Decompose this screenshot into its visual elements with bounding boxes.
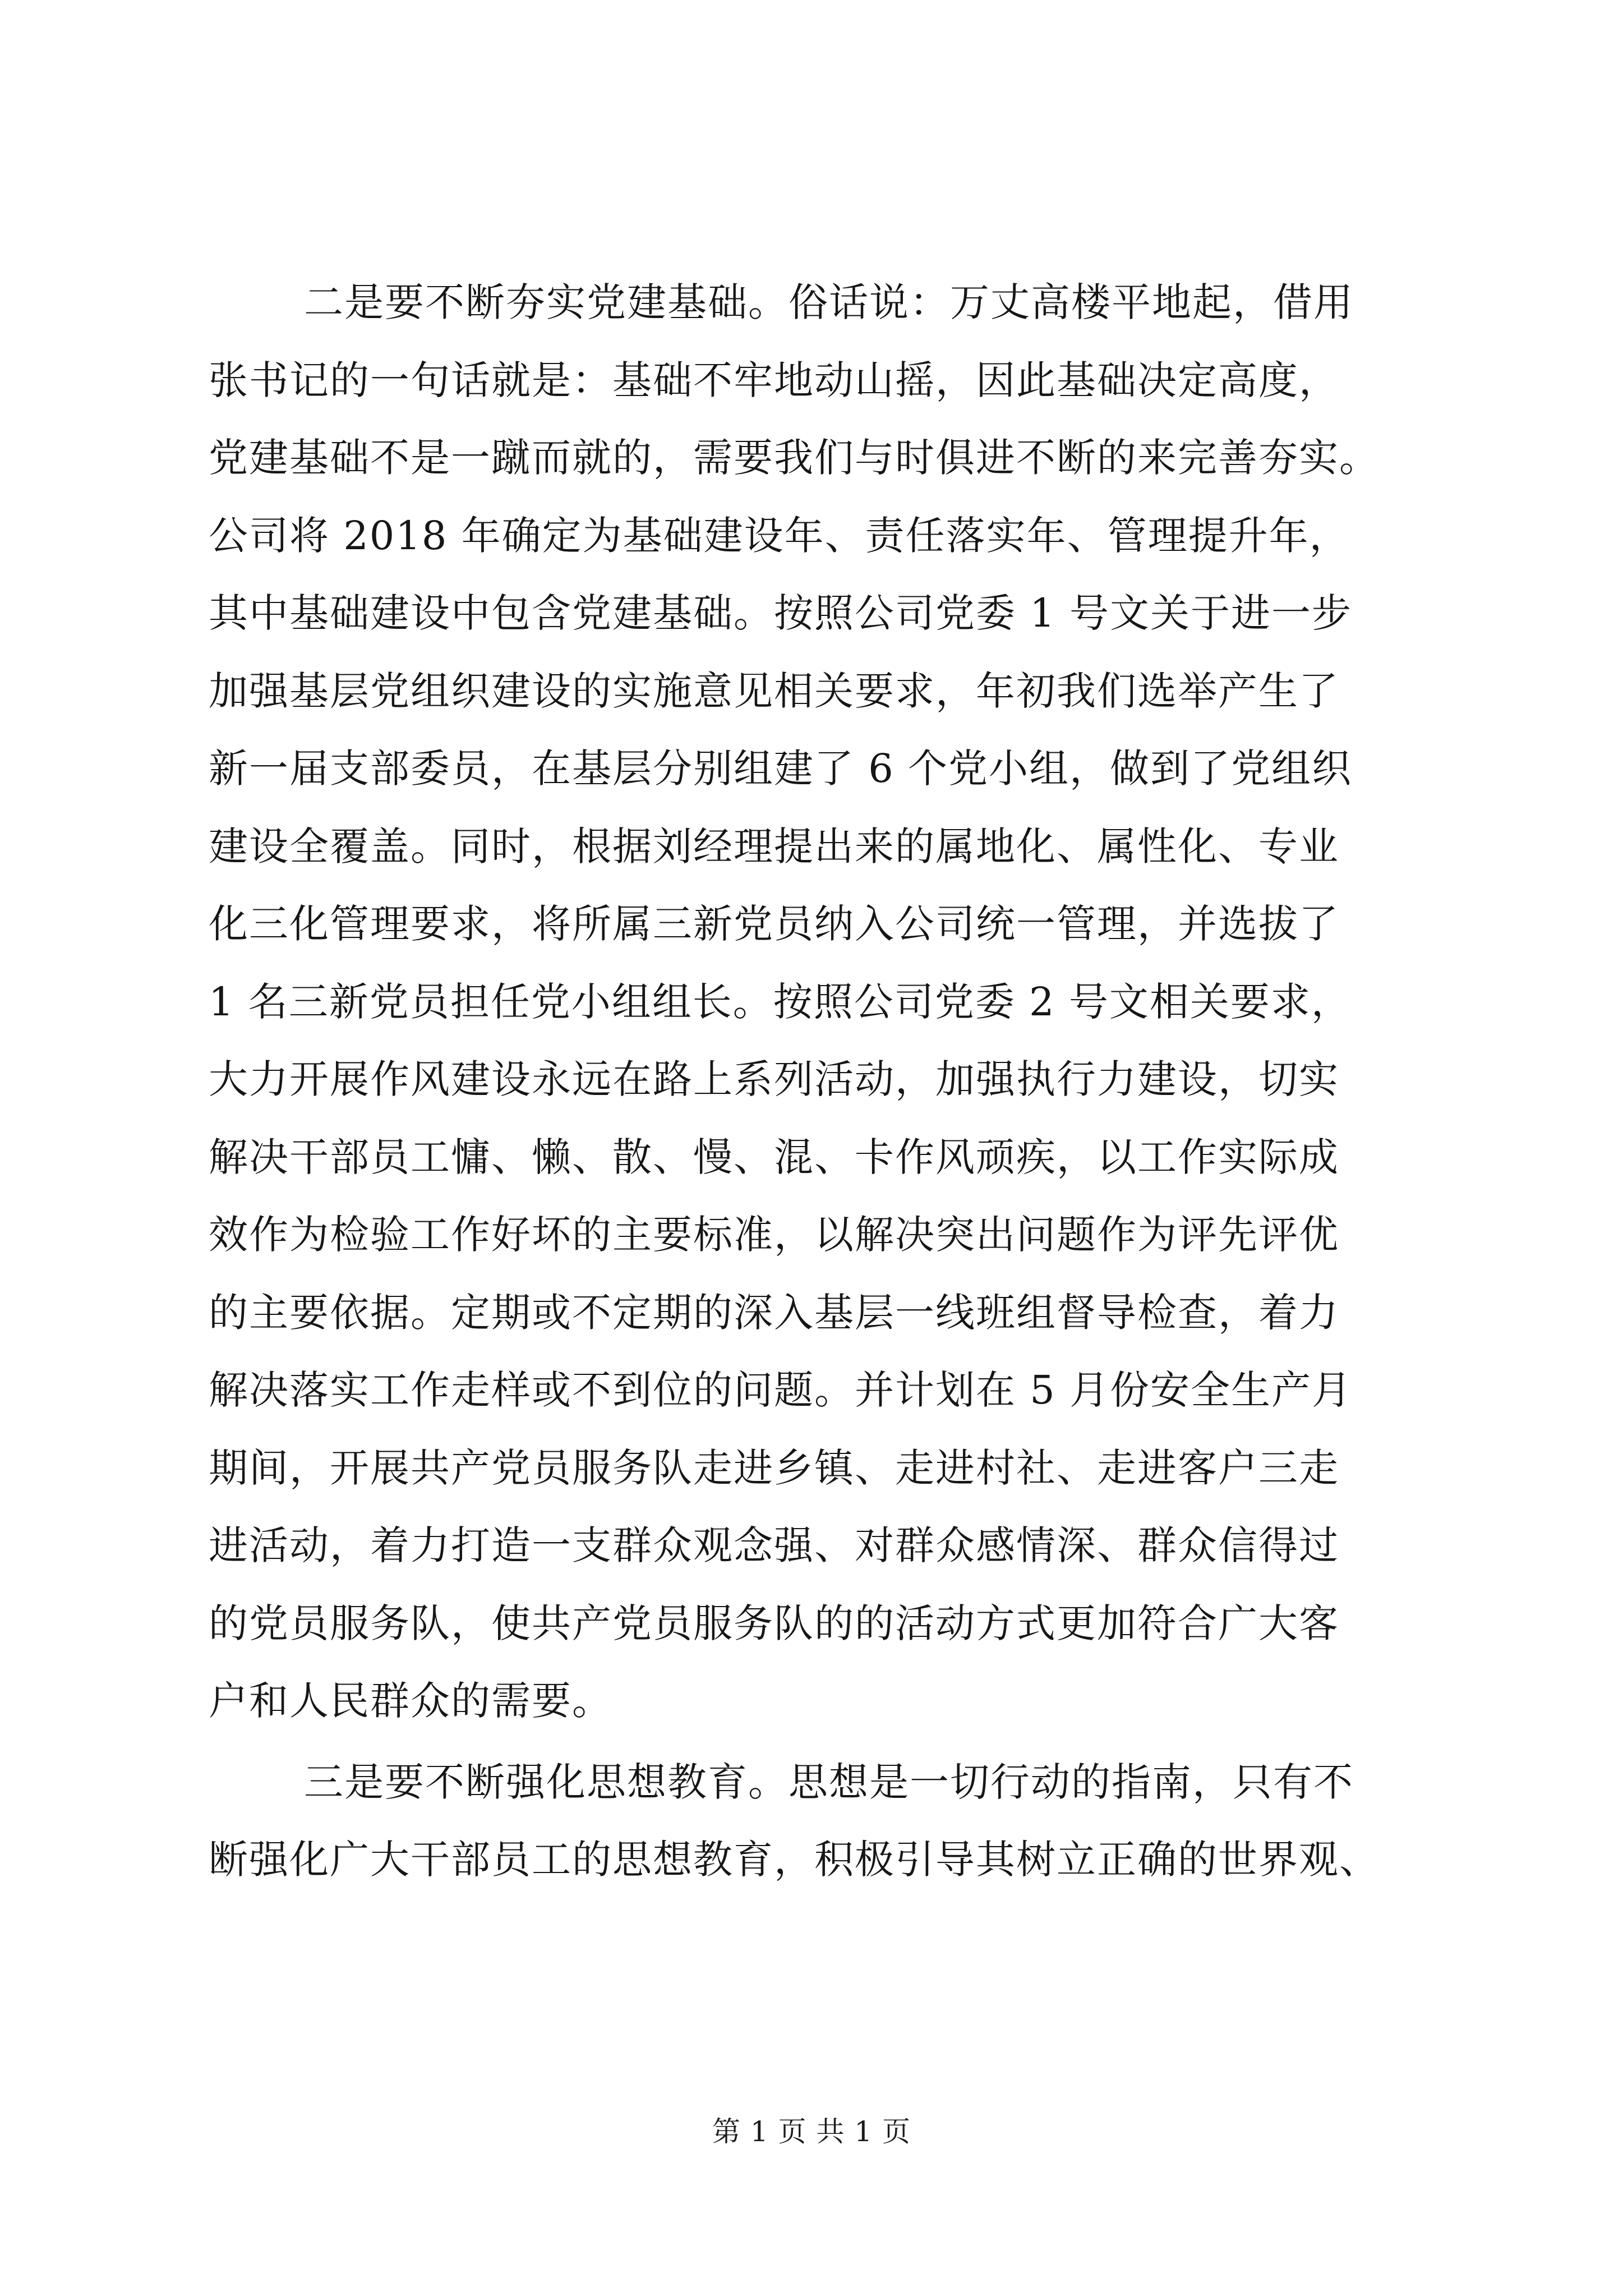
text-line: 期间，开展共产党员服务队走进乡镇、走进村社、走进客户三走 bbox=[209, 1444, 1339, 1491]
text-line: 断强化广大干部员工的思想教育，积极引导其树立正确的世界观、 bbox=[209, 1837, 1380, 1883]
text-line: 公司将 2018 年确定为基础建设年、责任落实年、管理提升年， bbox=[209, 512, 1350, 559]
text-line: 新一届支部委员，在基层分别组建了 6 个党小组，做到了党组织 bbox=[209, 746, 1353, 792]
paragraph-1 bbox=[209, 264, 1420, 1740]
text-line: 化三化管理要求，将所属三新党员纳入公司统一管理，并选拔了 bbox=[209, 901, 1339, 947]
text-line: 户和人民群众的需要。 bbox=[209, 1678, 612, 1724]
text-line: 进活动，着力打造一支群众观念强、对群众感情深、群众信得过 bbox=[209, 1522, 1339, 1568]
page-number-footer: 第 1 页 共 1 页 bbox=[712, 2115, 911, 2148]
text-line: 大力开展作风建设永远在路上系列活动，加强执行力建设，切实 bbox=[209, 1056, 1339, 1102]
text-line: 建设全覆盖。同时，根据刘经理提出来的属地化、属性化、专业 bbox=[209, 823, 1339, 869]
text-line: 的党员服务队，使共产党员服务队的的活动方式更加符合广大客 bbox=[209, 1600, 1339, 1646]
text-line: 加强基层党组织建设的实施意见相关要求，年初我们选举产生了 bbox=[209, 668, 1339, 714]
text-line: 解决落实工作走样或不到位的问题。并计划在 5 月份安全生产月 bbox=[209, 1367, 1353, 1413]
document-body bbox=[209, 264, 1420, 1899]
text-line: 二是要不断夯实党建基础。俗话说：万丈高楼平地起，借用 bbox=[304, 279, 1354, 325]
text-line: 1 名三新党员担任党小组组长。按照公司党委 2 号文相关要求， bbox=[209, 978, 1352, 1025]
text-line: 解决干部员工慵、懒、散、慢、混、卡作风顽疾，以工作实际成 bbox=[209, 1134, 1339, 1180]
text-line: 效作为检验工作好坏的主要标准，以解决突出问题作为评先评优 bbox=[209, 1212, 1339, 1258]
paragraph-2 bbox=[209, 1743, 1420, 1899]
text-line: 三是要不断强化思想教育。思想是一切行动的指南，只有不 bbox=[304, 1759, 1354, 1805]
text-line: 张书记的一句话就是：基础不牢地动山摇，因此基础决定高度， bbox=[209, 357, 1339, 403]
text-line: 其中基础建设中包含党建基础。按照公司党委 1 号文关于进一步 bbox=[209, 590, 1353, 636]
text-line: 党建基础不是一蹴而就的，需要我们与时俱进不断的来完善夯实。 bbox=[209, 435, 1380, 481]
text-line: 的主要依据。定期或不定期的深入基层一线班组督导检查，着力 bbox=[209, 1289, 1339, 1336]
